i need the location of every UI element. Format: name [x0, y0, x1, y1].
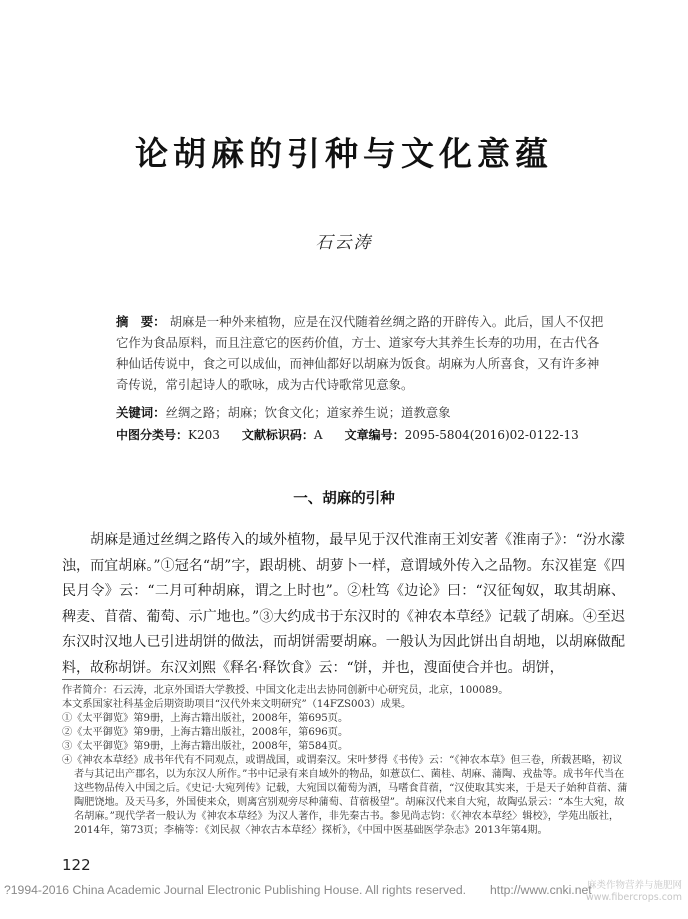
author-name: 石云涛 — [315, 233, 373, 253]
author-note: 作者简介：石云涛，北京外国语大学教授、中国文化走出去协同创新中心研究员，北京，100089。 — [62, 685, 509, 696]
article-number-label: 文章编号： — [344, 428, 405, 442]
abstract-text: 胡麻是一种外来植物，应是在汉代随着丝绸之路的开辟传入。此后，国人不仅把它作为食品原料，而且注意它的医药价值，方士、道家夸大其养生长寿的功用，在古代各种仙话传说中，食之可以成仙，而神仙都好以胡麻为饭食。胡麻为人所喜食，又有许多神奇传说，常引起诗人的歌咏，成为古代诗歌常见意象。 — [116, 314, 604, 392]
watermark — [552, 880, 682, 904]
page-number: 122 — [62, 856, 91, 874]
keywords-label: 关键词： — [116, 405, 166, 420]
classification-line — [116, 426, 616, 443]
footnote-divider — [62, 679, 230, 680]
footnote-3: ③《太平御览》第9册，上海古籍出版社，2008年，第584页。 — [62, 741, 349, 752]
doc-code-value: A — [313, 428, 323, 442]
footnotes — [62, 684, 632, 838]
article-number-value: 2095-5804(2016)02-0122-13 — [404, 428, 579, 442]
section-heading: 一、胡麻的引种 — [293, 491, 395, 507]
article-title: 论胡麻的引种与文化意蕴 — [135, 134, 553, 173]
footnote-4: ④《神农本草经》成书年代有不同观点，或谓战国，或谓秦汉。宋叶梦得《书传》云：“《神农本草》但三卷，所载甚略，初议者与其记出产郡名，以为东汉人所作。”书中记录有来自域外的物品，如薏苡仁、菌桂、胡麻、蒲陶、戎盐等。成书年代当在这些物品传入中国之后。《史记·大宛列传》记载，大宛国以葡萄为酒，马嗜食苜蓿，“汉使取其实来，于是天子始种苜蓿、蒲陶肥饶地。及天马多，外国使来众，则离宫别观旁尽种蒲萄、苜蓿极望”。胡麻汉代来自大宛，故陶弘景云：“本生大宛，故名胡麻。”现代学者一般认为《神农本草经》为汉人著作，非先秦古书。参见尚志钧：《〈神农本草经〉辑校》，学苑出版社，2014年，第73页；李楠等：《刘民叔〈神农古本草经〉探析》，《中国中医基础医学杂志》2013年第4期。 — [62, 755, 628, 836]
watermark-line-2: www.fibercrops.com — [585, 892, 682, 903]
funding-note: 本文系国家社科基金后期资助项目“汉代外来文明研究”（14FZS003）成果。 — [62, 699, 412, 710]
cnki-link[interactable]: http://www.cnki.net — [490, 883, 592, 897]
clc-label: 中图分类号： — [116, 428, 189, 442]
clc-value: K203 — [188, 428, 220, 442]
keywords — [116, 403, 606, 421]
body-paragraph: 胡麻是通过丝绸之路传入的域外植物，最早见于汉代淮南王刘安著《淮南子》：“汾水濛浊，而宜胡麻。”①冠名“胡”字，跟胡桃、胡萝卜一样，意谓域外传入之品物。东汉崔寔《四民月令》云：“二月可种胡麻，谓之上时也”。②杜笃《边论》曰：“汉征匈奴，取其胡麻、稗麦、苜蓿、葡萄、示广地也。”③大约成书于东汉时的《神农本草经》记载了胡麻。④至迟东汉时汉地人已引进胡饼的做法，而胡饼需要胡麻。一般认为因此饼出自胡地，以胡麻做配料，故称胡饼。东汉刘熙《释名·释饮食》云：“饼，并也，溲面使合并也。胡饼， — [62, 532, 625, 676]
watermark-line-1: 麻类作物营养与施肥网 — [586, 880, 682, 891]
doc-code-label: 文献标识码： — [241, 428, 314, 442]
keywords-text: 丝绸之路；胡麻；饮食文化；道家养生说；道教意象 — [165, 405, 451, 420]
abstract — [116, 311, 606, 395]
copyright-text: ?1994-2016 China Academic Journal Electronic Publishing House. All rights reserved. — [4, 883, 467, 897]
footnote-1: ①《太平御览》第9册，上海古籍出版社，2008年，第695页。 — [62, 713, 349, 724]
footnote-2: ②《太平御览》第9册，上海古籍出版社，2008年，第696页。 — [62, 727, 349, 738]
abstract-label: 摘 要： — [116, 314, 166, 329]
